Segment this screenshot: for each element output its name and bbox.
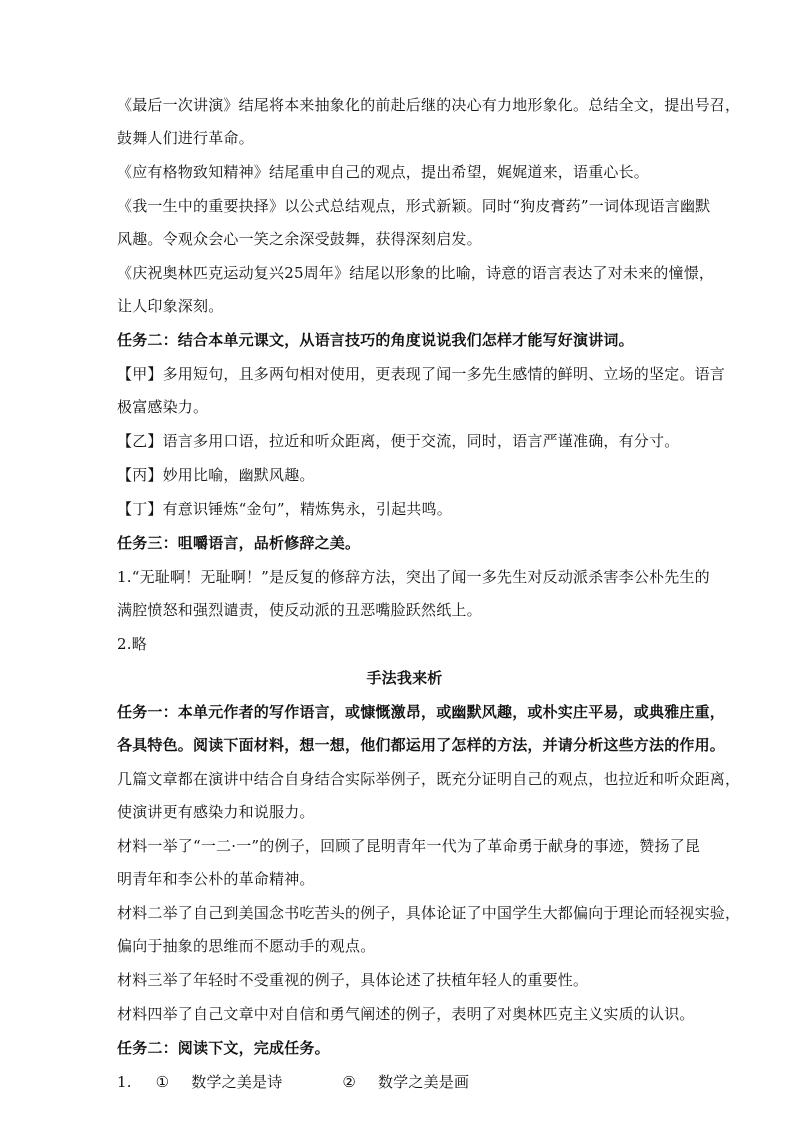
section-title: 手法我来析 (366, 669, 443, 687)
paragraph-line: 使演讲更有感染力和说服力。 (117, 803, 315, 821)
paragraph-line: 1.“无耻啊！无耻啊！”是反复的修辞方法，突出了闻一多先生对反动派杀害李公朴先生的 (117, 568, 710, 586)
paragraph-line: 极富感染力。 (117, 398, 209, 416)
answer-number: 1. (117, 1073, 132, 1091)
paragraph-line: 材料三举了年轻时不受重视的例子，具体论述了扶植年轻人的重要性。 (117, 971, 589, 989)
task-heading: 任务一：本单元作者的写作语言，或慷慨激昂，或幽默风趣，或朴实庄平易，或典雅庄重， (117, 703, 726, 721)
task-heading: 各具特色。阅读下面材料，想一想，他们都运用了怎样的方法，并请分析这些方法的作用。 (117, 736, 726, 754)
paragraph-line: 材料四举了自己文章中对自信和勇气阐述的例子，表明了对奥林匹克主义实质的认识。 (117, 1005, 695, 1023)
paragraph-line: 2.略 (117, 635, 147, 653)
paragraph-line: 材料一举了“一二·一”的例子，回顾了昆明青年一代为了革命勇于献身的事迹，赞扬了昆 (117, 837, 701, 855)
paragraph-line: 风趣。令观众会心一笑之余深受鼓舞，获得深刻启发。 (117, 230, 482, 248)
task-heading: 任务二：阅读下文，完成任务。 (117, 1039, 330, 1057)
document-body (117, 96, 741, 1092)
paragraph-line: 【丙】妙用比喻，幽默风趣。 (117, 466, 315, 484)
paragraph-line: 让人印象深刻。 (117, 297, 224, 315)
answer-item-1-text: 数学之美是诗 (191, 1073, 283, 1091)
paragraph-line: 《庆祝奥林匹克运动复兴25周年》结尾以形象的比喻，诗意的语言表达了对未来的憧憬， (117, 264, 715, 282)
paragraph-line: 鼓舞人们进行革命。 (117, 129, 254, 147)
paragraph-line: 材料二举了自己到美国念书吃苦头的例子，具体论证了中国学生大都偏向于理论而轻视实验， (117, 904, 741, 922)
paragraph-line: 【甲】多用短句，且多两句相对使用，更表现了闻一多先生感情的鲜明、立场的坚定。语言 (117, 365, 726, 383)
task-heading: 任务三：咀嚼语言，品析修辞之美。 (117, 534, 361, 552)
paragraph-line: 偏向于抽象的思维而不愿动手的观点。 (117, 937, 376, 955)
paragraph-line: 【丁】有意识锤炼“金句”，精炼隽永，引起共鸣。 (117, 500, 452, 518)
answer-row (117, 1073, 692, 1092)
paragraph-line: 满腔愤怒和强烈谴责，使反动派的丑恶嘴脸跃然纸上。 (117, 601, 482, 619)
answer-item-1-marker: ① (155, 1073, 170, 1091)
answer-item-2-text: 数学之美是画 (377, 1073, 470, 1091)
paragraph-line: 几篇文章都在演讲中结合自身结合实际举例子，既充分证明自己的观点，也拉近和听众距离， (117, 770, 741, 788)
paragraph-line: 【乙】语言多用口语，拉近和听众距离，便于交流，同时，语言严谨准确，有分寸。 (117, 432, 680, 450)
paragraph-line: 明青年和李公朴的革命精神。 (117, 870, 315, 888)
answer-item-2-marker: ② (342, 1073, 357, 1091)
task-heading: 任务二：结合本单元课文，从语言技巧的角度说说我们怎样才能写好演讲词。 (117, 331, 634, 349)
paragraph-line: 《最后一次讲演》结尾将本来抽象化的前赴后继的决心有力地形象化。总结全文，提出号召， (117, 96, 741, 114)
paragraph-line: 《我一生中的重要抉择》以公式总结观点，形式新颖。同时“狗皮膏药”一词体现语言幽默 (117, 197, 711, 215)
paragraph-line: 《应有格物致知精神》结尾重申自己的观点，提出希望，娓娓道来，语重心长。 (117, 163, 650, 181)
